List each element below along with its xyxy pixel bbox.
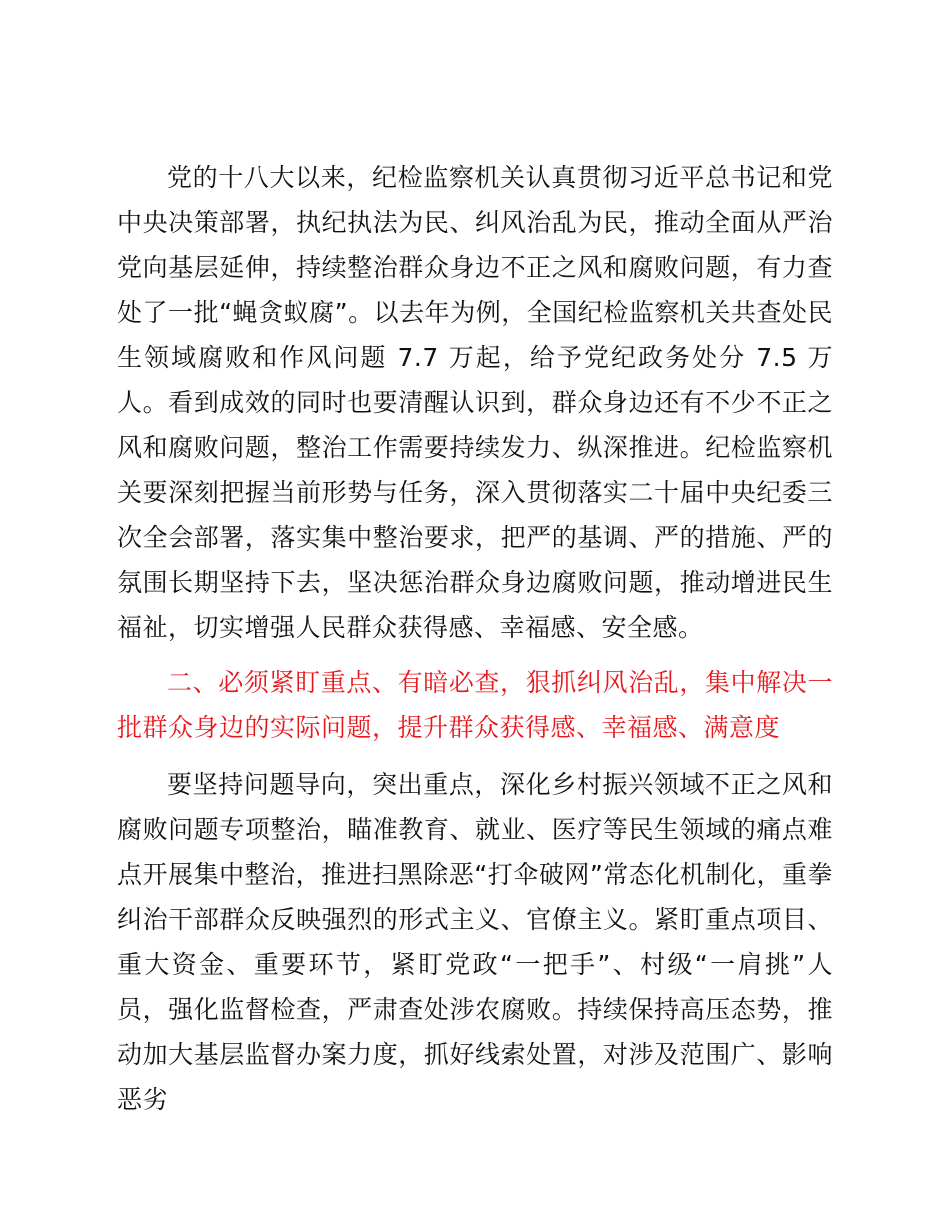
document-body — [117, 155, 833, 1122]
section-heading: 二、必须紧盯重点、有暗必查，狠抓纠风治乱，集中解决一批群众身边的实际问题，提升群众获得感、幸福感、满意度 — [117, 668, 833, 742]
section-paragraph: 要坚持问题导向，突出重点，深化乡村振兴领域不正之风和腐败问题专项整治，瞄准教育、就业、医疗等民生领域的痛点难点开展集中整治，推进扫黑除恶“打伞破网”常态化机制化，重拳纠治干部群众反映强烈的形式主义、官僚主义。紧盯重点项目、重大资金、重要环节，紧盯党政“一把手”、村级“一肩挑”人员，强化监督检查，严肃查处涉农腐败。持续保持高压态势，推动加大基层监督办案力度，抓好线索处置，对涉及范围广、影响恶劣 — [117, 770, 833, 1114]
intro-paragraph: 党的十八大以来，纪检监察机关认真贯彻习近平总书记和党中央决策部署，执纪执法为民、纠风治乱为民，推动全面从严治党向基层延伸，持续整治群众身边不正之风和腐败问题，有力查处了一批“蝇贪蚁腐”。以去年为例，全国纪检监察机关共查处民生领域腐败和作风问题 7.7 万起，给予党纪政务处分 7.5 万人。看到成效的同时也要清醒认识到，群众身边还有不少不正之风和腐败问题，整治工作需要持续发力、纵深推进。纪检监察机关要深刻把握当前形势与任务，深入贯彻落实二十届中央纪委三次全会部署，落实集中整治要求，把严的基调、严的措施、严的氛围长期坚持下去，坚决惩治群众身边腐败问题，推动增进民生福祉，切实增强人民群众获得感、幸福感、安全感。 — [117, 163, 833, 642]
